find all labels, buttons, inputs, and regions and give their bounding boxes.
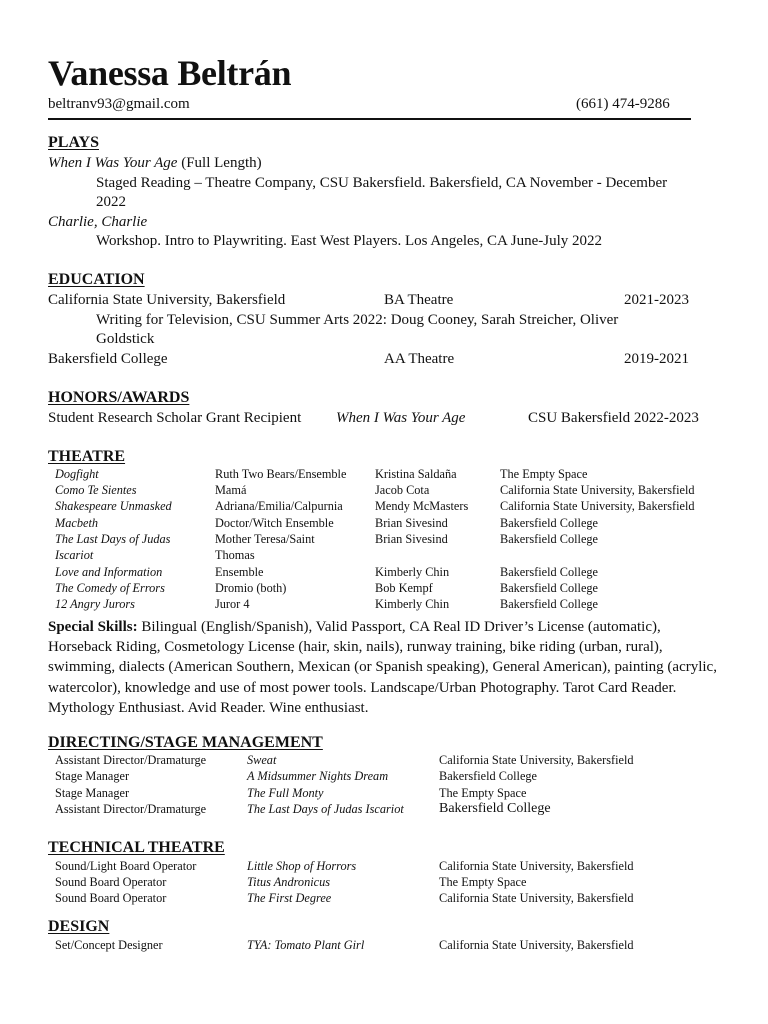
- theatre-director: Bob Kempf: [375, 581, 433, 595]
- education-heading: EDUCATION: [48, 271, 145, 288]
- play-entry: [48, 155, 262, 172]
- theatre-venue: California State University, Bakersfield: [500, 483, 695, 497]
- contact-phone: (661) 474-9286: [576, 96, 670, 112]
- directing-position: Stage Manager: [55, 786, 130, 800]
- theatre-role-cont: Thomas: [215, 548, 255, 562]
- resume-name: Vanessa Beltrán: [48, 53, 292, 93]
- directing-venue: Bakersfield College: [439, 801, 551, 816]
- education-school: Bakersfield College: [48, 351, 168, 367]
- theatre-venue: Bakersfield College: [500, 581, 599, 595]
- honors-where: CSU Bakersfield 2022-2023: [528, 410, 699, 426]
- design-position: Set/Concept Designer: [55, 938, 163, 952]
- theatre-director: Kimberly Chin: [375, 597, 450, 611]
- theatre-venue: Bakersfield College: [500, 516, 599, 530]
- education-detail-cont: Goldstick: [96, 331, 155, 347]
- theatre-venue: The Empty Space: [500, 467, 588, 481]
- education-years: 2021-2023: [624, 292, 689, 308]
- directing-venue: Bakersfield College: [439, 769, 538, 783]
- technical-show: Little Shop of Horrors: [247, 859, 357, 873]
- directing-venue: California State University, Bakersfield: [439, 753, 634, 767]
- theatre-show: Shakespeare Unmasked: [55, 499, 172, 513]
- directing-heading: DIRECTING/STAGE MANAGEMENT: [48, 734, 323, 751]
- technical-position: Sound/Light Board Operator: [55, 859, 197, 873]
- technical-show: The First Degree: [247, 891, 332, 905]
- theatre-role: Ruth Two Bears/Ensemble: [215, 467, 347, 481]
- technical-heading: TECHNICAL THEATRE: [48, 839, 225, 856]
- theatre-director: Brian Sivesind: [375, 516, 448, 530]
- directing-position: Assistant Director/Dramaturge: [55, 802, 207, 816]
- header-divider: [48, 118, 691, 120]
- theatre-role: Mother Teresa/Saint: [215, 532, 315, 546]
- play-title: When I Was Your Age: [48, 155, 178, 171]
- honors-award: Student Research Scholar Grant Recipient: [48, 410, 302, 426]
- technical-position: Sound Board Operator: [55, 891, 167, 905]
- directing-show: Sweat: [247, 753, 277, 767]
- theatre-venue: Bakersfield College: [500, 532, 599, 546]
- play-detail: Staged Reading – Theatre Company, CSU Bakersfield. Bakersfield, CA November - December: [96, 175, 668, 191]
- theatre-show: The Last Days of Judas: [55, 532, 171, 546]
- technical-venue: The Empty Space: [439, 875, 527, 889]
- directing-position: Assistant Director/Dramaturge: [55, 753, 207, 767]
- theatre-role: Juror 4: [215, 597, 250, 611]
- theatre-director: Kristina Saldaña: [375, 467, 457, 481]
- directing-position: Stage Manager: [55, 769, 130, 783]
- directing-show: The Last Days of Judas Iscariot: [247, 802, 404, 816]
- theatre-show: The Comedy of Errors: [55, 581, 165, 595]
- directing-show: The Full Monty: [247, 786, 324, 800]
- technical-venue: California State University, Bakersfield: [439, 859, 634, 873]
- technical-venue: California State University, Bakersfield: [439, 891, 634, 905]
- theatre-director: Kimberly Chin: [375, 565, 450, 579]
- theatre-show: Love and Information: [55, 565, 163, 579]
- education-years: 2019-2021: [624, 351, 689, 367]
- theatre-show: Como Te Sientes: [55, 483, 137, 497]
- education-degree: AA Theatre: [384, 351, 455, 367]
- theatre-role: Dromio (both): [215, 581, 287, 595]
- theatre-show-cont: Iscariot: [55, 548, 94, 562]
- theatre-show: Macbeth: [55, 516, 99, 530]
- education-school: California State University, Bakersfield: [48, 292, 286, 308]
- theatre-venue: Bakersfield College: [500, 565, 599, 579]
- theatre-show: Dogfight: [55, 467, 99, 481]
- honors-heading: HONORS/AWARDS: [48, 389, 190, 406]
- technical-show: Titus Andronicus: [247, 875, 331, 889]
- theatre-director: Brian Sivesind: [375, 532, 448, 546]
- play-note: (Full Length): [177, 155, 262, 171]
- play-detail: Workshop. Intro to Playwriting. East West Players. Los Angeles, CA June-July 2022: [96, 233, 603, 249]
- design-venue: California State University, Bakersfield: [439, 938, 634, 952]
- play-detail-cont: 2022: [96, 194, 126, 210]
- design-show: TYA: Tomato Plant Girl: [247, 938, 365, 952]
- play-title: Charlie, Charlie: [48, 214, 148, 230]
- special-skills-text: Bilingual (English/Spanish), Valid Passport, CA Real ID Driver’s License (automatic), Horseback Riding, Cosmetology License (hair, skin, nails), runway training, bike riding (urban, rural), swimming, dialects (American Southern, Mexican (or Spanish speaking), General American), painting (acrylic, watercolor), knowledge and use of most power tools. Landscape/Urban Photography. Tarot Card Reader. Mythology Enthusiast. Avid Reader. Wine enthusiast.: [48, 619, 717, 716]
- contact-email: beltranv93@gmail.com: [48, 96, 190, 112]
- education-degree: BA Theatre: [384, 292, 454, 308]
- plays-heading: PLAYS: [48, 134, 99, 151]
- design-heading: DESIGN: [48, 918, 110, 935]
- special-skills-label: Special Skills:: [48, 619, 138, 635]
- theatre-role: Ensemble: [215, 565, 264, 579]
- theatre-director: Mendy McMasters: [375, 499, 469, 513]
- special-skills: [48, 617, 718, 718]
- education-detail: Writing for Television, CSU Summer Arts 2022: Doug Cooney, Sarah Streicher, Oliver: [96, 312, 619, 328]
- theatre-role: Doctor/Witch Ensemble: [215, 516, 334, 530]
- theatre-venue: Bakersfield College: [500, 597, 599, 611]
- directing-venue: The Empty Space: [439, 786, 527, 800]
- theatre-role: Mamá: [215, 483, 247, 497]
- technical-position: Sound Board Operator: [55, 875, 167, 889]
- theatre-heading: THEATRE: [48, 448, 126, 465]
- theatre-director: Jacob Cota: [375, 483, 430, 497]
- theatre-role: Adriana/Emilia/Calpurnia: [215, 499, 343, 513]
- directing-show: A Midsummer Nights Dream: [247, 769, 389, 783]
- theatre-venue: California State University, Bakersfield: [500, 499, 695, 513]
- theatre-show: 12 Angry Jurors: [55, 597, 135, 611]
- honors-work: When I Was Your Age: [336, 410, 466, 426]
